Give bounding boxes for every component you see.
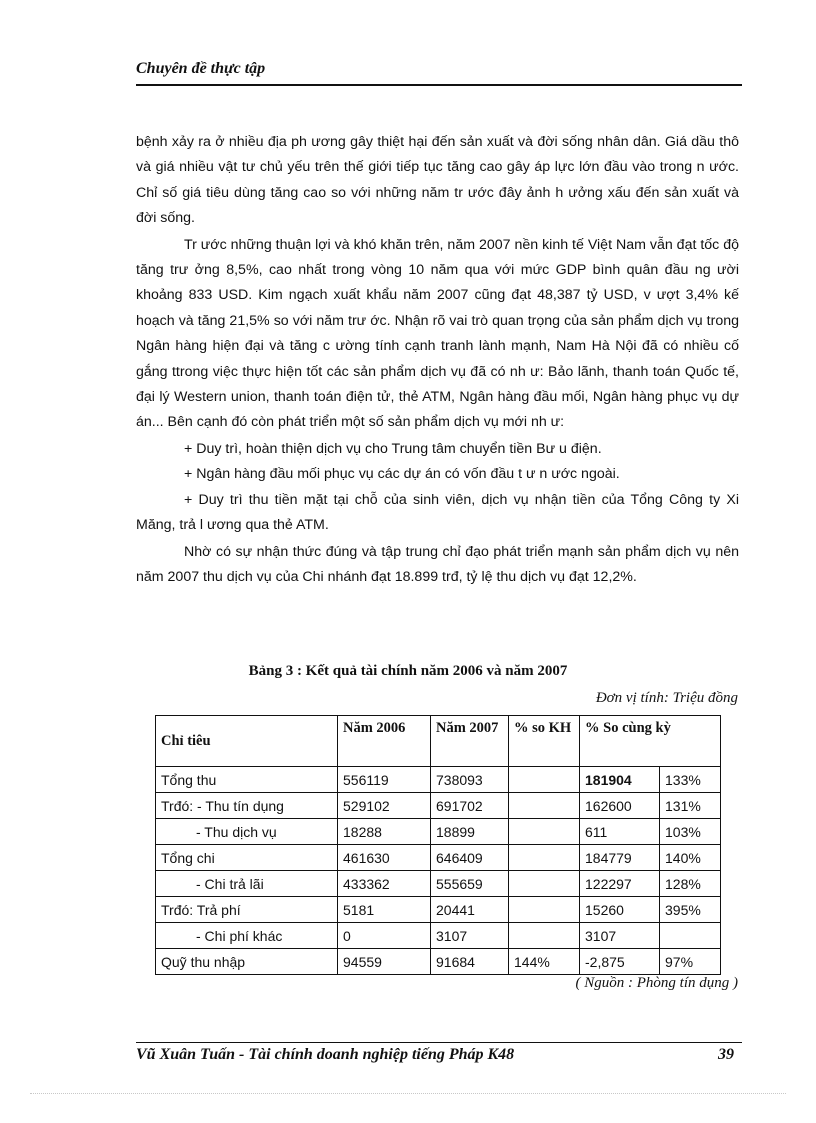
cell-diff: 611 — [580, 819, 660, 845]
cell-plan — [509, 767, 580, 793]
cell-2006: 461630 — [338, 845, 431, 871]
paragraph-2: Tr ước những thuận lợi và khó khăn trên, năm 2007 nền kinh tế Việt Nam vẫn đạt tốc độ tăng trư ởng 8,5%, cao nhất trong vòng 10 năm qua với mức GDP bình quân đầu ng ười khoảng 833 USD. Kim ngạch xuất khẩu năm 2007 cũng đạt 48,387 tỷ USD, v ượt 3,4% kế hoạch và tăng 21,5% so với năm trư ớc. Nhận rõ vai trò quan trọng của sản phẩm dịch vụ trong Ngân hàng hiện đại và tăng c ường tính cạnh tranh lành mạnh, Nam Hà Nội đã có nhiều cố gắng ttrong việc thực hiện tốt các sản phẩm dịch vụ đã có nh ư: Bảo lãnh, thanh toán Quốc tế, đại lý Western union, thanh toán điện tử, thẻ ATM, Ngân hàng đầu mối, Ngân hàng phục vụ dự án... Bên cạnh đó còn phát triển một số sản phẩm dịch vụ mới nh ư: — [136, 236, 739, 431]
header-rule — [136, 84, 742, 86]
cell-plan — [509, 923, 580, 949]
cell-diff: 184779 — [580, 845, 660, 871]
row-label: Tổng thu — [156, 767, 338, 793]
page-bottom-divider — [30, 1093, 786, 1094]
table-header-row — [156, 716, 721, 767]
cell-diff: 122297 — [580, 871, 660, 897]
table-row — [156, 845, 721, 871]
table-caption: Bảng 3 : Kết quả tài chính năm 2006 và năm 2007 — [248, 663, 568, 679]
cell-2006: 433362 — [338, 871, 431, 897]
cell-pct: 140% — [660, 845, 721, 871]
cell-2006: 556119 — [338, 767, 431, 793]
cell-pct: 131% — [660, 793, 721, 819]
table-unit: Đơn vị tính: Triệu đồng — [595, 690, 738, 706]
cell-2006: 0 — [338, 923, 431, 949]
table-row — [156, 871, 721, 897]
cell-2007: 20441 — [431, 897, 509, 923]
cell-2006: 5181 — [338, 897, 431, 923]
bullet-1: + Duy trì, hoàn thiện dịch vụ cho Trung tâm chuyển tiền Bư u điện. — [184, 440, 602, 457]
cell-pct: 133% — [660, 767, 721, 793]
header-year-2006: Năm 2006 — [338, 716, 431, 767]
row-label: - Chi phí khác — [156, 923, 338, 949]
bullet-2: + Ngân hàng đầu mối phục vụ các dự án có vốn đầu t ư n ước ngoài. — [184, 466, 620, 483]
header-vs-plan: % so KH — [509, 716, 580, 767]
cell-diff: 162600 — [580, 793, 660, 819]
row-label: Trđó: Trả phí — [156, 897, 338, 923]
footer-author: Vũ Xuân Tuấn - Tài chính doanh nghiệp tiếng Pháp K48 — [136, 1046, 515, 1063]
cell-plan — [509, 871, 580, 897]
cell-plan — [509, 897, 580, 923]
table-row — [156, 949, 721, 975]
cell-2007: 691702 — [431, 793, 509, 819]
paragraph-1: bệnh xảy ra ở nhiều địa ph ương gây thiệt hại đến sản xuất và đời sống nhân dân. Giá dầu thô và giá nhiều vật tư chủ yếu trên thế giới tiếp tục tăng cao gây áp lực lớn đầu vào trong n ước. Chỉ số giá tiêu dùng tăng cao so với những năm tr ước đây ảnh h ưởng xấu đến sản xuất và đời sống. — [136, 134, 739, 227]
table-row — [156, 819, 721, 845]
row-label: Quỹ thu nhập — [156, 949, 338, 975]
cell-pct — [660, 923, 721, 949]
cell-plan: 144% — [509, 949, 580, 975]
header-same-period: % So cùng kỳ — [580, 716, 721, 767]
body-text — [136, 130, 739, 591]
table-row — [156, 923, 721, 949]
footer-rule — [136, 1042, 742, 1043]
closing-paragraph: Nhờ có sự nhận thức đúng và tập trung chỉ đạo phát triển mạnh sản phẩm dịch vụ nên năm 2007 thu dịch vụ của Chi nhánh đạt 18.899 trđ, tỷ lệ thu dịch vụ đạt 12,2%. — [136, 543, 739, 585]
results-table — [155, 715, 721, 975]
cell-2007: 646409 — [431, 845, 509, 871]
row-label: Tổng chi — [156, 845, 338, 871]
cell-2006: 94559 — [338, 949, 431, 975]
cell-2007: 18899 — [431, 819, 509, 845]
cell-diff: 15260 — [580, 897, 660, 923]
cell-2007: 738093 — [431, 767, 509, 793]
cell-2007: 91684 — [431, 949, 509, 975]
cell-2007: 555659 — [431, 871, 509, 897]
cell-2007: 3107 — [431, 923, 509, 949]
cell-diff: 181904 — [580, 767, 660, 793]
cell-pct: 103% — [660, 819, 721, 845]
cell-pct: 128% — [660, 871, 721, 897]
table-row — [156, 793, 721, 819]
row-label: Trđó: - Thu tín dụng — [156, 793, 338, 819]
row-label: - Chi trả lãi — [156, 871, 338, 897]
cell-diff: 3107 — [580, 923, 660, 949]
cell-diff: -2,875 — [580, 949, 660, 975]
header-year-2007: Năm 2007 — [431, 716, 509, 767]
cell-plan — [509, 793, 580, 819]
page-number: 39 — [718, 1046, 734, 1063]
cell-plan — [509, 845, 580, 871]
bullet-3: + Duy trì thu tiền mặt tại chỗ của sinh viên, dịch vụ nhận tiền của Tổng Công ty Xi Măng, trả l ương qua thẻ ATM. — [136, 491, 739, 534]
table-source: ( Nguồn : Phòng tín dụng ) — [575, 975, 738, 991]
cell-2006: 18288 — [338, 819, 431, 845]
cell-pct: 97% — [660, 949, 721, 975]
table-row — [156, 897, 721, 923]
header-indicator: Chỉ tiêu — [156, 716, 338, 767]
header-title: Chuyên đề thực tập — [136, 60, 266, 77]
row-label: - Thu dịch vụ — [156, 819, 338, 845]
cell-2006: 529102 — [338, 793, 431, 819]
table-row — [156, 767, 721, 793]
cell-plan — [509, 819, 580, 845]
cell-pct: 395% — [660, 897, 721, 923]
